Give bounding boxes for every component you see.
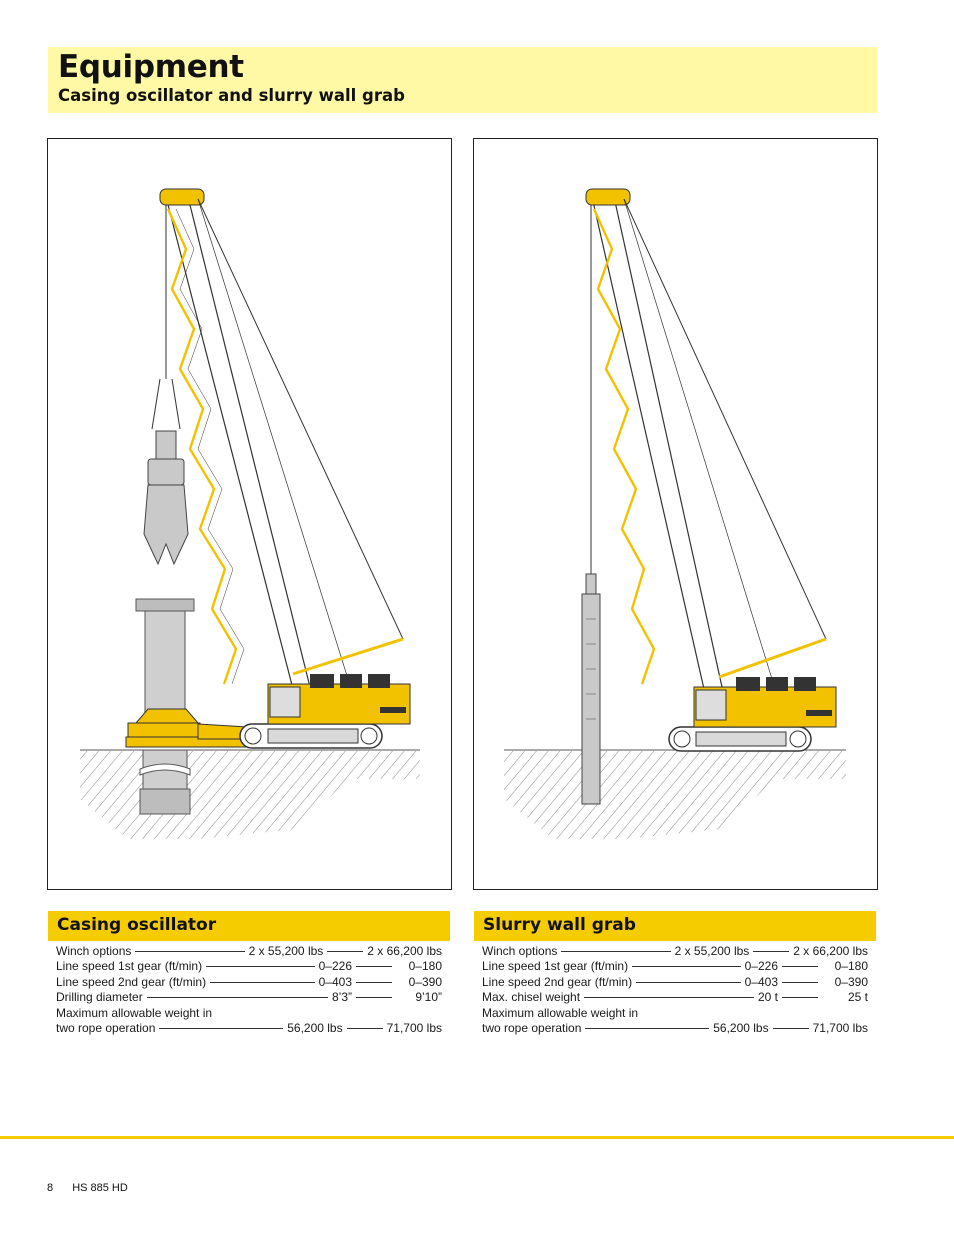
spec-label: Line speed 2nd gear (ft/min)	[482, 974, 633, 989]
spec-label: Line speed 1st gear (ft/min)	[482, 959, 629, 974]
spec-row	[482, 1021, 868, 1036]
spec-row	[56, 959, 442, 974]
page-number: 8	[47, 1182, 54, 1194]
upper-carriage	[694, 639, 836, 727]
spec-value: 0–180	[834, 959, 868, 974]
spec-value: 2 x 66,200 lbs	[367, 944, 442, 958]
spec-label: Max. chisel weight	[482, 990, 581, 1005]
spec-label: two rope operation	[482, 1020, 582, 1035]
ground-hatch	[80, 751, 420, 839]
spec-row	[482, 990, 868, 1005]
crawler-base	[669, 727, 811, 751]
crane-with-slurry-grab-drawing	[474, 139, 877, 889]
spec-row	[482, 944, 868, 959]
crawler-base	[240, 724, 382, 748]
spec-value: 2 x 55,200 lbs	[674, 944, 750, 958]
spec-value: 56,200 lbs	[287, 1020, 343, 1035]
ground-hatch	[504, 751, 846, 839]
casing-oscillator-heading-bar	[48, 911, 450, 941]
casing-oscillator-heading: Casing oscillator	[57, 915, 217, 935]
spec-row	[56, 1021, 442, 1036]
spec-value: 2 x 66,200 lbs	[793, 944, 868, 958]
spec-value: 71,700 lbs	[386, 1020, 442, 1035]
spec-value: 2 x 55,200 lbs	[248, 944, 324, 958]
model-name: HS 885 HD	[72, 1182, 128, 1194]
spec-label: two rope operation	[56, 1020, 156, 1035]
spec-row	[482, 959, 868, 974]
spec-value: 0–390	[834, 974, 868, 989]
spec-row	[56, 1006, 442, 1021]
hammer-grab	[148, 459, 184, 485]
upper-carriage	[268, 639, 410, 724]
header-band	[48, 47, 877, 113]
brand-plate	[380, 707, 406, 713]
spec-value: 0–180	[408, 959, 442, 974]
spec-value: 9’10”	[415, 990, 442, 1005]
spec-label: Drilling diameter	[56, 990, 143, 1005]
spec-value: 56,200 lbs	[713, 1020, 769, 1035]
slurry-wall-grab-spec-list	[482, 944, 868, 1036]
spec-value: 0–403	[744, 974, 778, 989]
spec-row	[482, 1006, 868, 1021]
spec-label: Winch options	[482, 944, 558, 958]
page-footer	[47, 1182, 128, 1194]
spec-label: Winch options	[56, 944, 132, 958]
slurry-wall-grab-illustration	[473, 138, 878, 890]
spec-label: Maximum allowable weight in	[482, 1005, 639, 1020]
casing-oscillator-spec-list	[56, 944, 442, 1036]
spec-value: 71,700 lbs	[812, 1020, 868, 1035]
spec-value: 0–226	[744, 959, 778, 974]
page-subtitle: Casing oscillator and slurry wall grab	[58, 86, 405, 105]
spec-row	[56, 990, 442, 1005]
footer-rule	[0, 1136, 954, 1139]
spec-value: 25 t	[847, 990, 868, 1005]
spec-label: Line speed 2nd gear (ft/min)	[56, 974, 207, 989]
spec-value: 0–390	[408, 974, 442, 989]
slurry-wall-grab-heading-bar	[474, 911, 876, 941]
casing-oscillator-illustration	[47, 138, 452, 890]
spec-row	[56, 944, 442, 959]
brand-plate	[806, 710, 832, 716]
spec-value: 0–226	[318, 959, 352, 974]
spec-label: Line speed 1st gear (ft/min)	[56, 959, 203, 974]
casing-oscillator-unit	[128, 723, 200, 737]
slurry-wall-grab-heading: Slurry wall grab	[483, 915, 636, 935]
spec-value: 8’3”	[331, 990, 352, 1005]
spec-value: 0–403	[318, 974, 352, 989]
page-title: Equipment	[58, 49, 244, 85]
spec-label: Maximum allowable weight in	[56, 1005, 213, 1020]
spec-row	[56, 975, 442, 990]
crane-with-oscillator-drawing	[48, 139, 451, 889]
spec-value: 20 t	[757, 990, 778, 1005]
slurry-wall-grab	[582, 594, 600, 804]
spec-row	[482, 975, 868, 990]
